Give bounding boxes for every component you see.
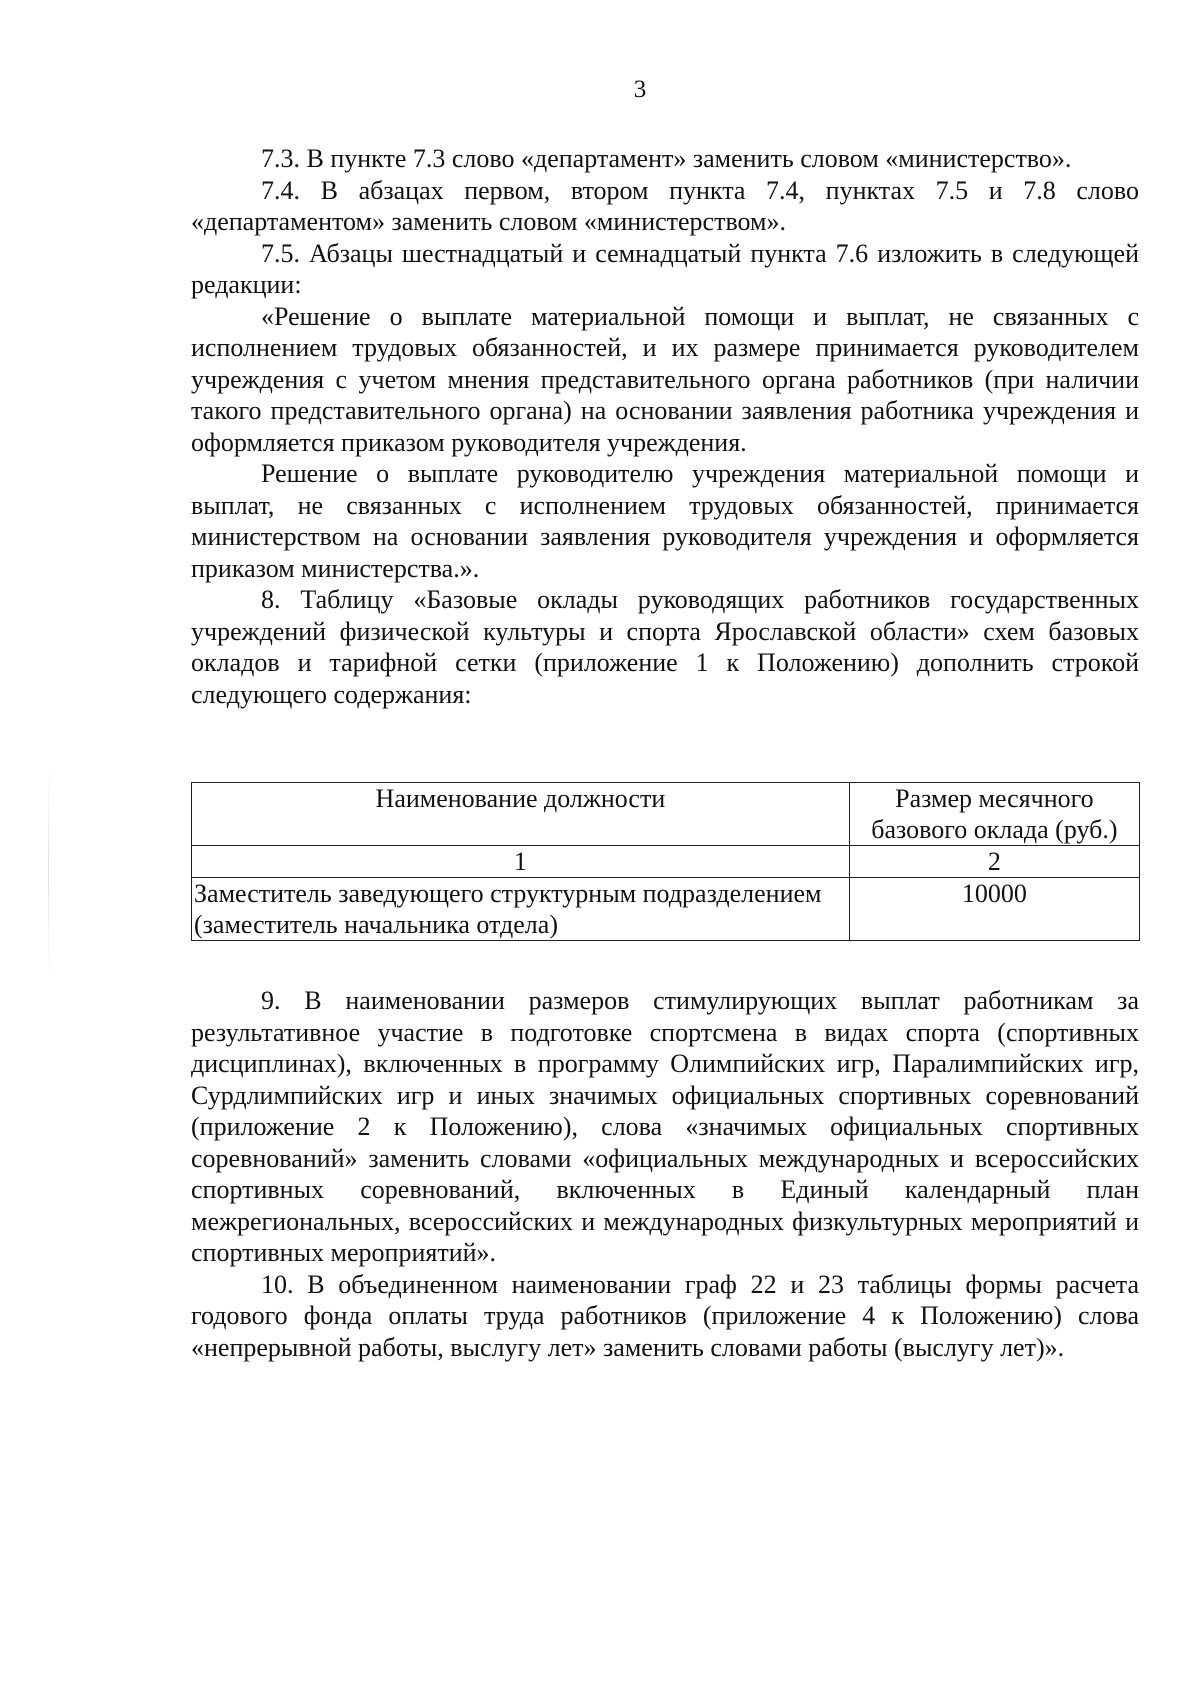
paragraph-7-5: 7.5. Абзацы шестнадцатый и семнадцатый пункта 7.6 изложить в следующей редакции: (191, 238, 1139, 299)
base-salary-table (191, 782, 1140, 941)
position-name-cell: Заместитель заведующего структурным подразделением (заместитель начальника отдела) (192, 878, 850, 941)
column-number-1: 1 (192, 846, 850, 878)
paragraph-7-4: 7.4. В абзацах первом, втором пункта 7.4, пунктах 7.5 и 7.8 слово «департаментом» заменить словом «министерством». (191, 175, 1139, 236)
paragraph-9: 9. В наименовании размеров стимулирующих выплат работникам за результативное участие в подготовке спортсмена в видах спорта (спортивных дисциплинах), включенных в программу Олимпийских игр, Паралимпийских игр, Сурдлимпийских игр и иных значимых официальных спортивных соревнований (приложение 2 к Положению), слова «значимых официальных спортивных соревнований» заменить словами «официальных международных и всероссийских спортивных соревнований, включенных в Единый календарный план межрегиональных, всероссийских и международных физкультурных мероприятий и спортивных мероприятий». (191, 986, 1139, 1267)
quoted-paragraph-director-aid: Решение о выплате руководителю учреждения материальной помощи и выплат, не связанных с исполнением трудовых обязанностей, принимается министерством на основании заявления руководителя учреждения и оформляется приказом министерства.». (191, 459, 1139, 583)
paragraph-7-3: 7.3. В пункте 7.3 слово «департамент» заменить словом «министерство». (261, 144, 1072, 173)
scan-margin-mark (48, 760, 49, 980)
table-column-numbers-row (192, 846, 1140, 878)
header-position-name: Наименование должности (192, 783, 850, 846)
column-number-2: 2 (849, 846, 1139, 878)
table-header-row (192, 783, 1140, 846)
quoted-paragraph-material-aid: «Решение о выплате материальной помощи и выплат, не связанных с исполнением трудовых обязанностей, и их размере принимается руководителем учреждения с учетом мнения представительного органа работников (при наличии такого представительного органа) на основании заявления работника учреждения и оформляется приказом руководителя учреждения. (191, 301, 1139, 457)
salary-value-cell: 10000 (849, 878, 1139, 941)
header-monthly-salary: Размер месячного базового оклада (руб.) (849, 783, 1139, 846)
paragraph-10: 10. В объединенном наименовании граф 22 и 23 таблицы формы расчета годового фонда оплаты труда работников (приложение 4 к Положению) слова «непрерывной работы, выслугу лет» заменить словами работы (выслугу лет)». (191, 1269, 1139, 1362)
page-number: 3 (633, 76, 647, 103)
table-row (192, 878, 1140, 941)
amendments-bottom-section (191, 985, 1139, 1363)
paragraph-8: 8. Таблицу «Базовые оклады руководящих работников государственных учреждений физической культуры и спорта Ярославской области» схем базовых окладов и тарифной сетки (приложение 1 к Положению) дополнить строкой следующего содержания: (191, 585, 1139, 709)
amendments-top-section (191, 143, 1139, 710)
